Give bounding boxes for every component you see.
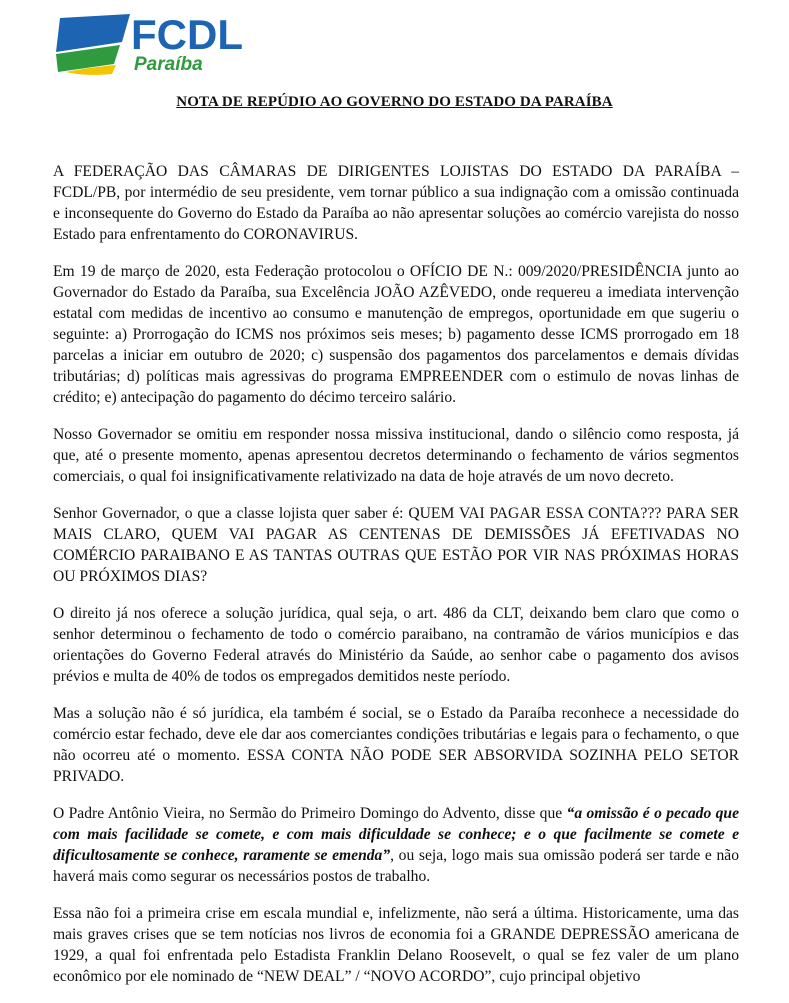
paragraph-social: Mas a solução não é só jurídica, ela também é social, se o Estado da Paraíba reconhece a necessidade do comércio estar fechado, deve ele dar aos comerciantes condições tributárias e legais para o fechamento, o que não ocorreu até o momento. ESSA CONTA NÃO PODE SER ABSORVIDA SOZINHA PELO SETOR PRIVADO. — [53, 705, 739, 785]
document-title: NOTA DE REPÚDIO AO GOVERNO DO ESTADO DA PARAÍBA — [176, 94, 613, 110]
fcdl-logo — [52, 12, 252, 78]
logo-wordmark: FCDL — [131, 11, 243, 58]
paragraph-intro: A FEDERAÇÃO DAS CÂMARAS DE DIRIGENTES LOJISTAS DO ESTADO DA PARAÍBA – FCDL/PB, por intermédio de seu presidente, vem tornar público a sua indignação com a omissão continuada e inconsequente do Governo do Estado da Paraíba ao não apresentar soluções ao comércio varejista do nosso Estado para enfrentamento do CORONAVIRUS. — [53, 163, 739, 243]
paragraph-pergunta: Senhor Governador, o que a classe lojista quer saber é: QUEM VAI PAGAR ESSA CONTA??? PARA SER MAIS CLARO, QUEM VAI PAGAR AS CENTENAS DE DEMISSÕES JÁ EFETIVADAS NO COMÉRCIO PARAIBANO E AS TANTAS OUTRAS QUE ESTÃO POR VIR NAS PRÓXIMAS HORAS OU PRÓXIMOS DIAS? — [53, 505, 739, 585]
logo-swoosh-icon — [52, 12, 134, 78]
document-body — [53, 161, 739, 1003]
paragraph-crise: Essa não foi a primeira crise em escala mundial e, infelizmente, não será a última. Historicamente, uma das mais graves crises que se tem notícias nos livros de economia foi a GRANDE DEPRESSÃO americana de 1929, a qual foi enfrentada pelo Estadista Franklin Delano Roosevelt, o qual se fez valer de um plano econômico por ele nominado de “NEW DEAL” / “NOVO ACORDO”, cujo principal objetivo — [53, 905, 739, 985]
vieira-quote: “a omissão é o pecado que com mais facilidade se comete, e com mais dificuldade se conhece; e o que facilmente se comete e dificultosamente se conhece, raramente se emenda” — [53, 805, 739, 864]
paragraph-oficio: Em 19 de março de 2020, esta Federação protocolou o OFÍCIO DE N.: 009/2020/PRESIDÊNCIA junto ao Governador do Estado da Paraíba, sua Excelência JOÃO AZÊVEDO, onde requereu a imediata intervenção estatal com medidas de incentivo ao consumo e manutenção de empregos, oportunidade em que sugeriu o seguinte: a) Prorrogação do ICMS nos próximos seis meses; b) pagamento desse ICMS prorrogado em 18 parcelas a iniciar em outubro de 2020; c) suspensão dos pagamentos dos parcelamentos e demais dívidas tributárias; d) políticas mais agressivas do programa EMPREENDER com o estimulo de novas linhas de crédito; e) antecipação do pagamento do décimo terceiro salário. — [53, 263, 739, 406]
vieira-intro: O Padre Antônio Vieira, no Sermão do Primeiro Domingo do Advento, disse que — [53, 805, 567, 822]
logo-subtitle: Paraíba — [134, 54, 203, 75]
paragraph-direito: O direito já nos oferece a solução jurídica, qual seja, o art. 486 da CLT, deixando bem claro que como o senhor determinou o fechamento de todo o comércio paraibano, na contramão de vários municípios e das orientações do Governo Federal através do Ministério da Saúde, ao senhor cabe o pagamento dos avisos prévios e multa de 40% de todos os empregados demitidos neste período. — [53, 605, 739, 685]
vieira-conclusion: , ou seja, logo mais sua omissão poderá ser tarde e não haverá mais como segurar os necessários postos de trabalho. — [53, 847, 739, 885]
paragraph-vieira — [53, 803, 739, 887]
paragraph-omissao: Nosso Governador se omitiu em responder nossa missiva institucional, dando o silêncio como resposta, já que, até o presente momento, apenas apresentou decretos determinando o fechamento de vários segmentos comerciais, o qual foi insignificativamente relativizado na data de hoje através de um novo decreto. — [53, 426, 739, 485]
